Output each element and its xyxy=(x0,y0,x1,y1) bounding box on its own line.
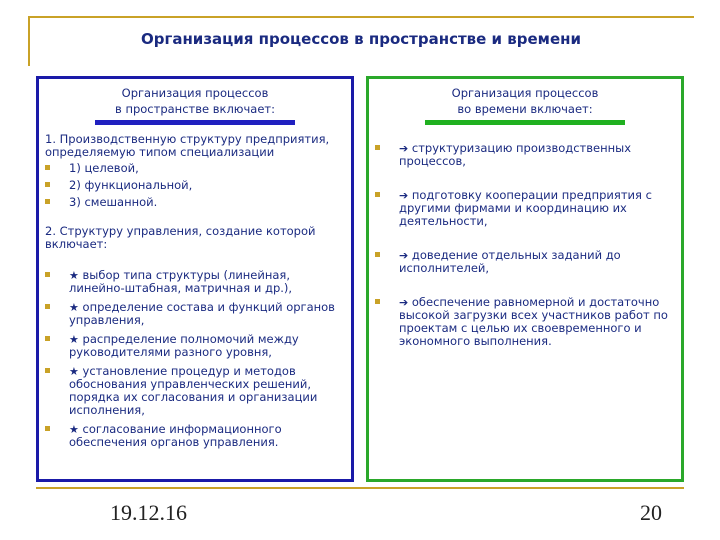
list-item: 1) целевой, xyxy=(39,162,351,175)
production-structure-heading: 1. Производственную структуру предприятия, определяемую типом специализации xyxy=(45,132,330,159)
management-structure-heading: 2. Структуру управления, создание которой включает: xyxy=(45,224,316,251)
space-panel xyxy=(36,76,354,482)
space-header-line1: Организация процессов xyxy=(121,86,269,100)
bullet-icon xyxy=(45,199,50,204)
star-icon: ★ xyxy=(69,423,79,436)
list-item: 2) функциональной, xyxy=(39,179,351,192)
list-item: ➔ обеспечение равномерной и достаточно высокой загрузки всех участников работ по проектам с целью их своевременного и экономного выполнения. xyxy=(369,296,681,348)
star-icon: ★ xyxy=(69,365,79,378)
slide-title: Организация процессов в пространстве и времени xyxy=(141,30,581,48)
bullet-icon xyxy=(375,145,380,150)
bullet-icon xyxy=(45,368,50,373)
footer-date: 19.12.16 xyxy=(110,500,187,525)
footer-divider xyxy=(36,487,684,489)
bullet-icon xyxy=(45,182,50,187)
bullet-icon xyxy=(45,426,50,431)
star-icon: ★ xyxy=(69,333,79,346)
time-header-line1: Организация процессов xyxy=(451,86,599,100)
list-item: ➔ структуризацию производственных процессов, xyxy=(369,142,681,168)
time-panel-header xyxy=(369,85,681,125)
bullet-icon xyxy=(45,336,50,341)
bullet-icon xyxy=(375,252,380,257)
space-panel-header xyxy=(39,85,351,125)
time-list xyxy=(369,142,681,348)
time-header-line2: во времени включает: xyxy=(457,102,593,116)
list-item: 3) смешанной. xyxy=(39,196,351,209)
page-number: 20 xyxy=(640,500,662,525)
bullet-icon xyxy=(375,192,380,197)
list-item: ★ выбор типа структуры (линейная, линейно-штабная, матричная и др.), xyxy=(39,269,351,295)
specialization-list xyxy=(39,162,351,209)
bullet-icon xyxy=(45,304,50,309)
list-item: ★ согласование информационного обеспечения органов управления. xyxy=(39,423,351,449)
arrow-icon: ➔ xyxy=(399,249,409,262)
list-item: ➔ подготовку кооперации предприятия с другими фирмами и координацию их деятельности, xyxy=(369,189,681,228)
list-item: ★ распределение полномочий между руководителями разного уровня, xyxy=(39,333,351,359)
list-item: ★ установление процедур и методов обоснования управленческих решений, порядка их согласования и организации исполнения, xyxy=(39,365,351,417)
list-item: ★ определение состава и функций органов управления, xyxy=(39,301,351,327)
management-list xyxy=(39,269,351,449)
space-header-line2: в пространстве включает: xyxy=(115,102,275,116)
arrow-icon: ➔ xyxy=(399,189,409,202)
header-underline xyxy=(425,120,625,125)
bullet-icon xyxy=(375,299,380,304)
star-icon: ★ xyxy=(69,301,79,314)
bullet-icon xyxy=(45,165,50,170)
header-underline xyxy=(95,120,295,125)
star-icon: ★ xyxy=(69,269,79,282)
list-item: ➔ доведение отдельных заданий до исполнителей, xyxy=(369,249,681,275)
time-panel xyxy=(366,76,684,482)
arrow-icon: ➔ xyxy=(399,296,409,309)
bullet-icon xyxy=(45,272,50,277)
arrow-icon: ➔ xyxy=(399,142,409,155)
